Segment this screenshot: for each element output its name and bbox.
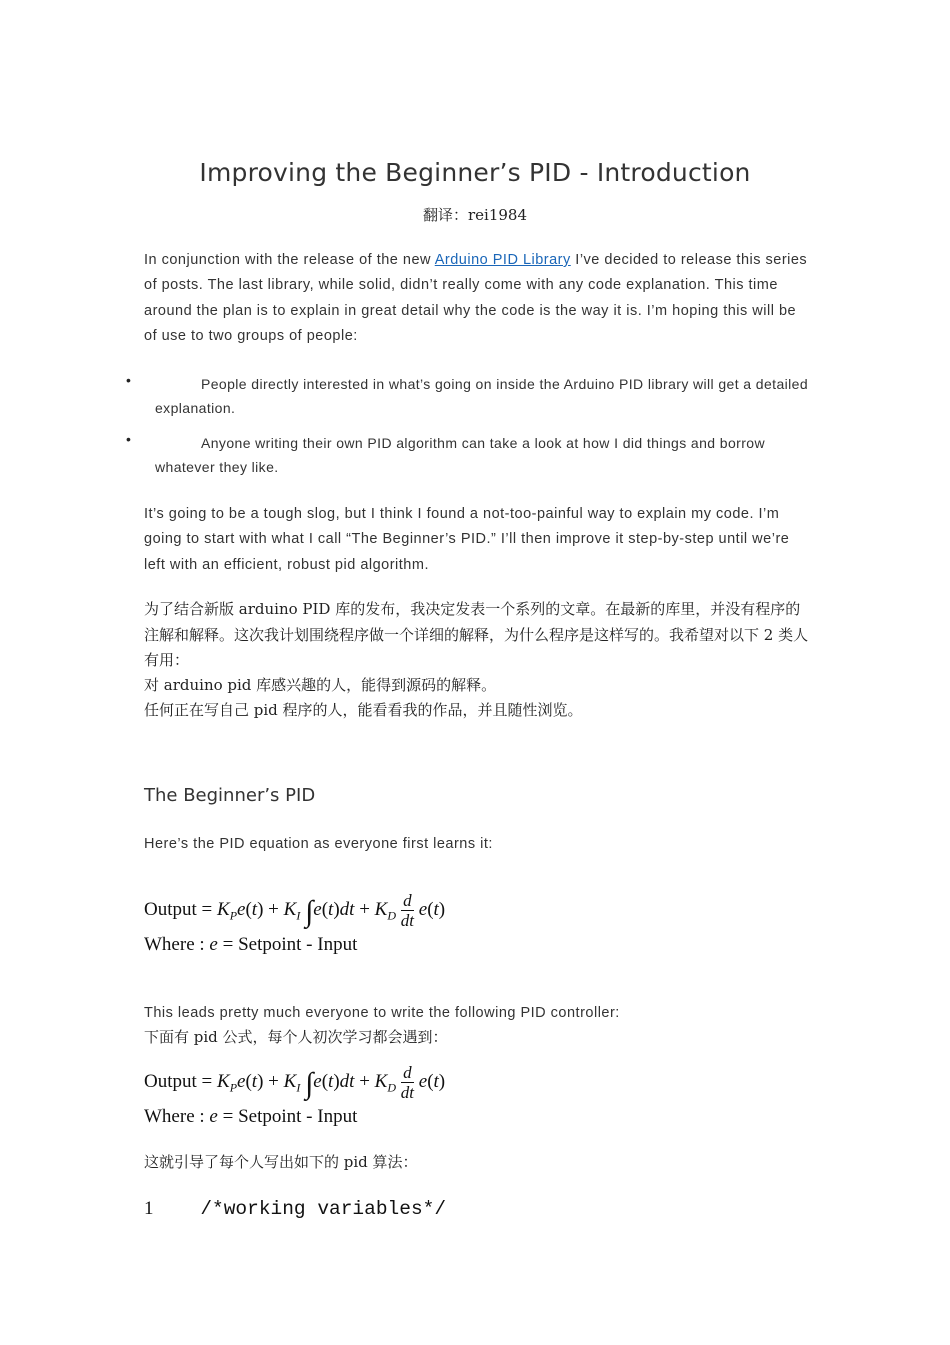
equation-intro-text: Here’s the PID equation as everyone first learns it: bbox=[144, 836, 493, 852]
intro-paragraph bbox=[144, 248, 809, 349]
equation-where-line: Where : e = Setpoint - Input bbox=[144, 934, 358, 955]
bullet-dot: • bbox=[126, 431, 131, 447]
equation-where-label: Where bbox=[144, 934, 195, 955]
chinese-leads-note: 这就引导了每个人写出如下的 pid 算法： bbox=[144, 1153, 418, 1171]
equation-output-label: Output bbox=[144, 898, 197, 920]
approach-paragraph: It’s going to be a tough slog, but I think I found a not-too-painful way to explain my code. I’m going to start with what I call “The Beginner’s PID.” I’ll then improve it step-by-step until we’re left with an efficient, robust pid algorithm. bbox=[144, 506, 790, 573]
pid-equation-image bbox=[144, 876, 564, 962]
bullet-item bbox=[155, 431, 815, 479]
bullet-item bbox=[155, 372, 815, 420]
equation-output-line: Output = $K_Pe(t) + K_I$ $\int e(t)dt + K_D$ $\frac{d}{dt}$ e(t) bbox=[144, 1063, 446, 1102]
chinese-intro-line: 对 arduino pid 库感兴趣的人，能得到源码的解释。 bbox=[144, 676, 497, 694]
equation-where-label: Where bbox=[144, 1106, 195, 1127]
intro-text-before: In conjunction with the release of the new bbox=[144, 252, 435, 268]
code-line bbox=[144, 1198, 446, 1220]
leads-text: This leads pretty much everyone to write the following PID controller: bbox=[144, 1005, 620, 1021]
chinese-intro-paragraph: 为了结合新版 arduino PID 库的发布，我决定发表一个系列的文章。在最新的库里，并没有程序的注解和解释。这次我计划围绕程序做一个详细的解释，为什么程序是这样写的。我希望对以下 2 类人有用： bbox=[144, 600, 809, 669]
bullet-item-text: People directly interested in what’s going on inside the Arduino PID library will get a detailed explanation. bbox=[155, 376, 809, 416]
chinese-equation-note: 下面有 pid 公式，每个人初次学习都会遇到： bbox=[144, 1028, 448, 1046]
bullet-item-text: Anyone writing their own PID algorithm can take a look at how I did things and borrow whatever they like. bbox=[155, 435, 765, 475]
equation-output-label: Output bbox=[144, 1070, 197, 1092]
code-text: /*working variables*/ bbox=[200, 1198, 447, 1220]
translator-credit: 翻译：rei1984 bbox=[422, 206, 528, 224]
arduino-pid-library-link[interactable]: Arduino PID Library bbox=[434, 252, 571, 268]
bullet-dot: • bbox=[126, 372, 131, 388]
intro-text-after: I’ve decided to release this series of posts. The last library, while solid, didn’t really come with any code explanation. This time around the plan is to explain in great detail why the code is the way it is. I’m hoping this will be of use to two groups of people: bbox=[144, 252, 808, 344]
equation-output-line: Output = $K_Pe(t) + K_I$ $\int e(t)dt + K_D$ $\frac{d}{dt}$ e(t) bbox=[144, 891, 446, 930]
section-heading: The Beginner’s PID bbox=[144, 785, 316, 806]
code-line-number: 1 bbox=[144, 1198, 154, 1219]
chinese-intro-line: 任何正在写自己 pid 程序的人，能看看我的作品，并且随性浏览。 bbox=[144, 701, 583, 719]
equation-setpoint-label: Setpoint - Input bbox=[238, 934, 358, 955]
equation-setpoint-label: Setpoint - Input bbox=[238, 1106, 358, 1127]
page-title: Improving the Beginner’s PID - Introduction bbox=[199, 158, 751, 187]
equation-where-line: Where : e = Setpoint - Input bbox=[144, 1106, 358, 1127]
pid-equation-image bbox=[144, 1048, 564, 1134]
